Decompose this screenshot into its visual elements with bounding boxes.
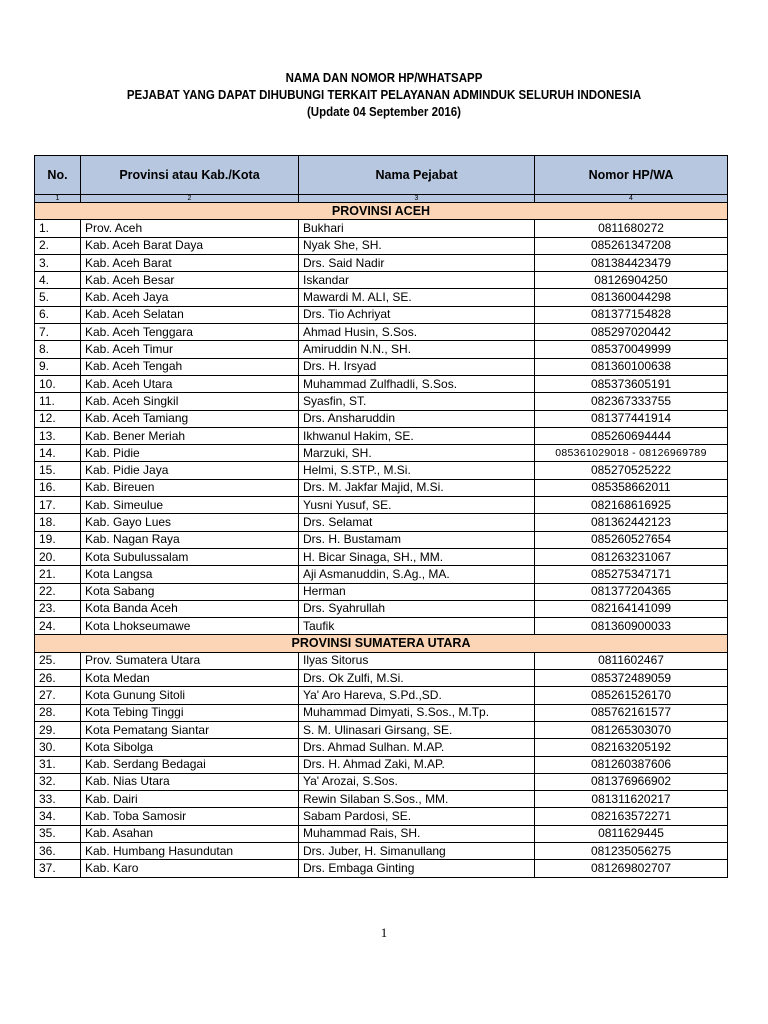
- row-number: 14.: [35, 445, 81, 462]
- official-name: Ilyas Sitorus: [299, 652, 535, 669]
- region-name: Kab. Simeulue: [81, 497, 299, 514]
- row-number: 33.: [35, 791, 81, 808]
- official-name: Drs. Syahrullah: [299, 600, 535, 617]
- region-name: Kab. Aceh Barat Daya: [81, 237, 299, 254]
- row-number: 18.: [35, 514, 81, 531]
- phone-number: 085275347171: [535, 566, 728, 583]
- update-date: (Update 04 September 2016): [306, 105, 462, 119]
- official-name: Drs. Ahmad Sulhan. M.AP.: [299, 739, 535, 756]
- region-name: Kab. Bener Meriah: [81, 427, 299, 444]
- table-row: [35, 548, 728, 565]
- official-name: Drs. H. Ahmad Zaki, M.AP.: [299, 756, 535, 773]
- region-name: Kab. Aceh Singkil: [81, 393, 299, 410]
- phone-number: 085762161577: [535, 704, 728, 721]
- phone-number: 081377204365: [535, 583, 728, 600]
- official-name: Drs. Embaga Ginting: [299, 860, 535, 877]
- region-name: Kab. Asahan: [81, 825, 299, 842]
- official-name: Drs. H. Irsyad: [299, 358, 535, 375]
- section-header-row: [35, 203, 728, 220]
- official-name: Mawardi M. ALI, SE.: [299, 289, 535, 306]
- table-row: [35, 427, 728, 444]
- phone-number: 081360900033: [535, 618, 728, 635]
- region-name: Kab. Serdang Bedagai: [81, 756, 299, 773]
- row-number: 27.: [35, 687, 81, 704]
- official-name: Rewin Silaban S.Sos., MM.: [299, 791, 535, 808]
- table-row: [35, 808, 728, 825]
- official-name: Muhammad Rais, SH.: [299, 825, 535, 842]
- phone-number: 081360100638: [535, 358, 728, 375]
- table-row: [35, 237, 728, 254]
- table-row: [35, 462, 728, 479]
- row-number: 11.: [35, 393, 81, 410]
- table-row: [35, 825, 728, 842]
- region-name: Kab. Aceh Tamiang: [81, 410, 299, 427]
- table-row: [35, 687, 728, 704]
- row-number: 24.: [35, 618, 81, 635]
- official-name: Drs. Selamat: [299, 514, 535, 531]
- region-name: Kab. Nagan Raya: [81, 531, 299, 548]
- row-number: 13.: [35, 427, 81, 444]
- phone-number: 085373605191: [535, 375, 728, 392]
- region-name: Kab. Nias Utara: [81, 773, 299, 790]
- region-name: Kota Medan: [81, 670, 299, 687]
- row-number: 37.: [35, 860, 81, 877]
- region-name: Kab. Bireuen: [81, 479, 299, 496]
- phone-number: 081377441914: [535, 410, 728, 427]
- table-row: [35, 445, 728, 462]
- table-row: [35, 358, 728, 375]
- region-name: Kab. Aceh Tengah: [81, 358, 299, 375]
- region-name: Kota Lhokseumawe: [81, 618, 299, 635]
- table-row: [35, 583, 728, 600]
- official-name: Drs. Juber, H. Simanullang: [299, 842, 535, 859]
- region-name: Kota Tebing Tinggi: [81, 704, 299, 721]
- official-name: Bukhari: [299, 220, 535, 237]
- phone-number: 085361029018 - 08126969789: [535, 445, 728, 462]
- phone-number: 081384423479: [535, 254, 728, 271]
- row-number: 4.: [35, 272, 81, 289]
- region-name: Kota Banda Aceh: [81, 600, 299, 617]
- region-name: Kab. Humbang Hasundutan: [81, 842, 299, 859]
- table-row: [35, 289, 728, 306]
- row-number: 16.: [35, 479, 81, 496]
- table-row: [35, 410, 728, 427]
- official-name: Sabam Pardosi, SE.: [299, 808, 535, 825]
- region-name: Kab. Aceh Barat: [81, 254, 299, 271]
- row-number: 17.: [35, 497, 81, 514]
- column-index: 4: [535, 195, 728, 203]
- row-number: 7.: [35, 324, 81, 341]
- column-header-no: No.: [35, 156, 81, 195]
- table-row: [35, 375, 728, 392]
- row-number: 34.: [35, 808, 81, 825]
- phone-number: 082163572271: [535, 808, 728, 825]
- document-subtitle: PEJABAT YANG DAPAT DIHUBUNGI TERKAIT PELAYANAN ADMINDUK SELURUH INDONESIA: [126, 88, 642, 102]
- phone-number: 081260387606: [535, 756, 728, 773]
- phone-number: 08126904250: [535, 272, 728, 289]
- official-name: Iskandar: [299, 272, 535, 289]
- row-number: 36.: [35, 842, 81, 859]
- section-header-row: [35, 635, 728, 652]
- table-row: [35, 479, 728, 496]
- table-row: [35, 860, 728, 877]
- table-row: [35, 324, 728, 341]
- table-row: [35, 618, 728, 635]
- row-number: 5.: [35, 289, 81, 306]
- official-name: Taufik: [299, 618, 535, 635]
- region-name: Kota Sibolga: [81, 739, 299, 756]
- official-name: Aji Asmanuddin, S.Ag., MA.: [299, 566, 535, 583]
- row-number: 2.: [35, 237, 81, 254]
- table-header: [35, 156, 728, 203]
- row-number: 3.: [35, 254, 81, 271]
- phone-number: 081311620217: [535, 791, 728, 808]
- official-name: Drs. Ansharuddin: [299, 410, 535, 427]
- official-name: Ahmad Husin, S.Sos.: [299, 324, 535, 341]
- document-title: NAMA DAN NOMOR HP/WHATSAPP: [285, 71, 483, 85]
- row-number: 6.: [35, 306, 81, 323]
- phone-number: 085370049999: [535, 341, 728, 358]
- table-row: [35, 600, 728, 617]
- region-name: Kab. Gayo Lues: [81, 514, 299, 531]
- region-name: Kab. Aceh Timur: [81, 341, 299, 358]
- table-row: [35, 566, 728, 583]
- row-number: 23.: [35, 600, 81, 617]
- phone-number: 081362442123: [535, 514, 728, 531]
- row-number: 30.: [35, 739, 81, 756]
- table-row: [35, 756, 728, 773]
- official-name: S. M. Ulinasari Girsang, SE.: [299, 721, 535, 738]
- row-number: 35.: [35, 825, 81, 842]
- phone-number: 081360044298: [535, 289, 728, 306]
- phone-number: 085372489059: [535, 670, 728, 687]
- column-index: 3: [299, 195, 535, 203]
- table-row: [35, 704, 728, 721]
- table-row: [35, 272, 728, 289]
- phone-number: 081376966902: [535, 773, 728, 790]
- official-name: Drs. H. Bustamam: [299, 531, 535, 548]
- table-row: [35, 254, 728, 271]
- phone-number: 082367333755: [535, 393, 728, 410]
- row-number: 28.: [35, 704, 81, 721]
- phone-number: 081263231067: [535, 548, 728, 565]
- row-number: 25.: [35, 652, 81, 669]
- phone-number: 082163205192: [535, 739, 728, 756]
- section-title: PROVINSI ACEH: [35, 203, 728, 220]
- row-number: 19.: [35, 531, 81, 548]
- row-number: 31.: [35, 756, 81, 773]
- region-name: Prov. Aceh: [81, 220, 299, 237]
- region-name: Kab. Aceh Jaya: [81, 289, 299, 306]
- region-name: Kab. Pidie Jaya: [81, 462, 299, 479]
- region-name: Kab. Toba Samosir: [81, 808, 299, 825]
- table-row: [35, 393, 728, 410]
- table-row: [35, 306, 728, 323]
- table-row: [35, 220, 728, 237]
- table-row: [35, 531, 728, 548]
- official-name: Syasfin, ST.: [299, 393, 535, 410]
- phone-number: 085261347208: [535, 237, 728, 254]
- official-name: Ya' Arozai, S.Sos.: [299, 773, 535, 790]
- official-name: Muhammad Zulfhadli, S.Sos.: [299, 375, 535, 392]
- column-header-official: Nama Pejabat: [299, 156, 535, 195]
- table-row: [35, 670, 728, 687]
- table-row: [35, 739, 728, 756]
- table-row: [35, 341, 728, 358]
- phone-number: 082164141099: [535, 600, 728, 617]
- phone-number: 081235056275: [535, 842, 728, 859]
- row-number: 10.: [35, 375, 81, 392]
- official-name: Yusni Yusuf, SE.: [299, 497, 535, 514]
- phone-number: 0811680272: [535, 220, 728, 237]
- official-name: Drs. M. Jakfar Majid, M.Si.: [299, 479, 535, 496]
- row-number: 22.: [35, 583, 81, 600]
- row-number: 1.: [35, 220, 81, 237]
- row-number: 26.: [35, 670, 81, 687]
- row-number: 29.: [35, 721, 81, 738]
- table-row: [35, 497, 728, 514]
- official-name: Nyak She, SH.: [299, 237, 535, 254]
- region-name: Kab. Aceh Utara: [81, 375, 299, 392]
- column-header-phone: Nomor HP/WA: [535, 156, 728, 195]
- phone-number: 085270525222: [535, 462, 728, 479]
- row-number: 15.: [35, 462, 81, 479]
- region-name: Kab. Aceh Besar: [81, 272, 299, 289]
- column-index: 1: [35, 195, 81, 203]
- region-name: Kota Sabang: [81, 583, 299, 600]
- region-name: Kab. Aceh Tenggara: [81, 324, 299, 341]
- phone-number: 081269802707: [535, 860, 728, 877]
- official-name: Herman: [299, 583, 535, 600]
- region-name: Kab. Karo: [81, 860, 299, 877]
- phone-number: 085358662011: [535, 479, 728, 496]
- region-name: Kota Langsa: [81, 566, 299, 583]
- table-row: [35, 791, 728, 808]
- page-number: 1: [380, 925, 388, 940]
- row-number: 9.: [35, 358, 81, 375]
- phone-number: 081377154828: [535, 306, 728, 323]
- phone-number: 085260527654: [535, 531, 728, 548]
- official-name: Marzuki, SH.: [299, 445, 535, 462]
- region-name: Kab. Dairi: [81, 791, 299, 808]
- document-header: [0, 70, 768, 121]
- official-name: Drs. Said Nadir: [299, 254, 535, 271]
- row-number: 21.: [35, 566, 81, 583]
- column-index: 2: [81, 195, 299, 203]
- official-name: Amiruddin N.N., SH.: [299, 341, 535, 358]
- table-row: [35, 721, 728, 738]
- table-body: [35, 203, 728, 878]
- official-name: Drs. Ok Zulfi, M.Si.: [299, 670, 535, 687]
- phone-number: 085297020442: [535, 324, 728, 341]
- phone-number: 085260694444: [535, 427, 728, 444]
- table-row: [35, 514, 728, 531]
- official-name: Ya' Aro Hareva, S.Pd.,SD.: [299, 687, 535, 704]
- official-name: Ikhwanul Hakim, SE.: [299, 427, 535, 444]
- phone-number: 0811602467: [535, 652, 728, 669]
- phone-number: 081265303070: [535, 721, 728, 738]
- section-title: PROVINSI SUMATERA UTARA: [35, 635, 728, 652]
- table-row: [35, 773, 728, 790]
- row-number: 32.: [35, 773, 81, 790]
- region-name: Kota Subulussalam: [81, 548, 299, 565]
- phone-number: 085261526170: [535, 687, 728, 704]
- official-name: H. Bicar Sinaga, SH., MM.: [299, 548, 535, 565]
- official-name: Muhammad Dimyati, S.Sos., M.Tp.: [299, 704, 535, 721]
- official-name: Drs. Tio Achriyat: [299, 306, 535, 323]
- column-header-province: Provinsi atau Kab./Kota: [81, 156, 299, 195]
- table-row: [35, 842, 728, 859]
- region-name: Kota Gunung Sitoli: [81, 687, 299, 704]
- phone-number: 0811629445: [535, 825, 728, 842]
- region-name: Kab. Pidie: [81, 445, 299, 462]
- official-name: Helmi, S.STP., M.Si.: [299, 462, 535, 479]
- contact-table: [34, 155, 728, 878]
- row-number: 8.: [35, 341, 81, 358]
- region-name: Kab. Aceh Selatan: [81, 306, 299, 323]
- row-number: 12.: [35, 410, 81, 427]
- region-name: Prov. Sumatera Utara: [81, 652, 299, 669]
- row-number: 20.: [35, 548, 81, 565]
- region-name: Kota Pematang Siantar: [81, 721, 299, 738]
- table-row: [35, 652, 728, 669]
- phone-number: 082168616925: [535, 497, 728, 514]
